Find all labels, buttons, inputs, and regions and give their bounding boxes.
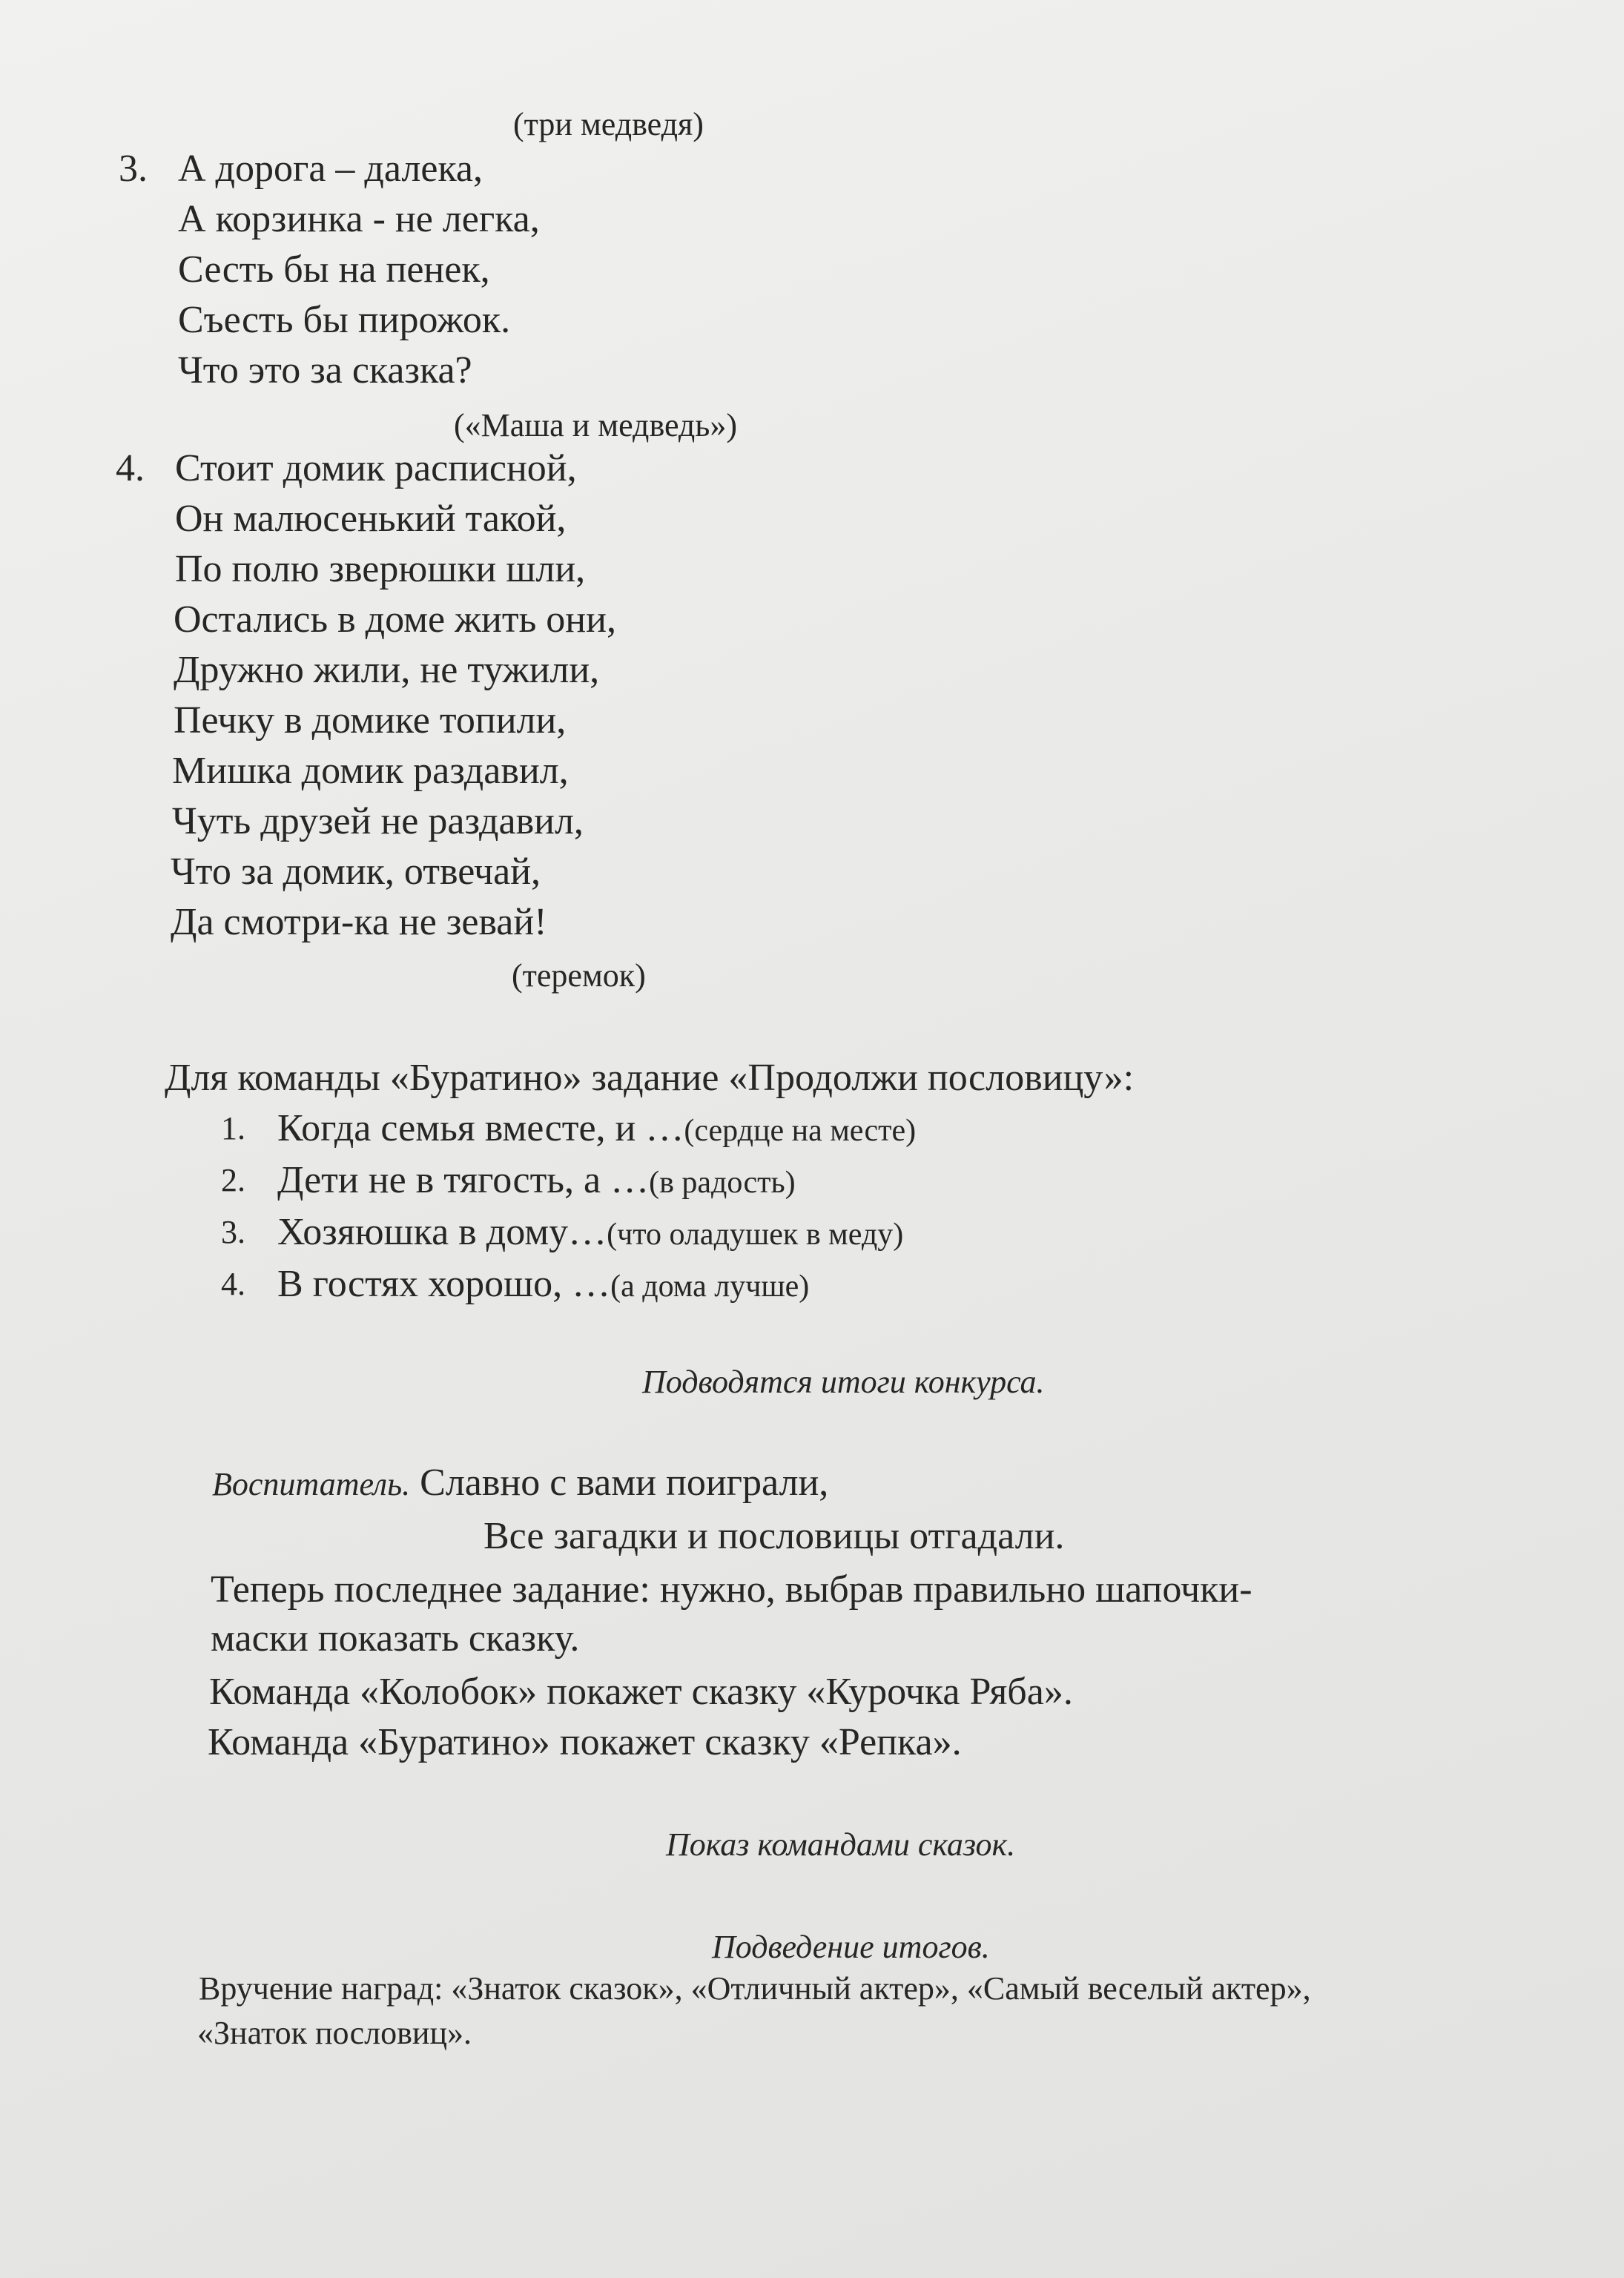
riddle-4-line: Чуть друзей не раздавил,	[172, 800, 584, 842]
teacher-line-3: Теперь последнее задание: нужно, выбрав правильно шапочки-	[211, 1568, 1252, 1611]
proverb-number: 3.	[221, 1214, 245, 1250]
proverb-item: Когда семья вместе, и …(сердце на месте)	[277, 1107, 917, 1149]
riddle-3-line: А дорога – далека,	[178, 148, 483, 190]
riddle-4-line: Остались в доме жить они,	[174, 598, 616, 641]
proverb-number: 1.	[221, 1110, 245, 1146]
awards-line-2: «Знаток пословиц».	[197, 2015, 472, 2051]
proverb-item: Хозяюшка в дому…(что оладушек в меду)	[277, 1211, 904, 1253]
riddle-4-number: 4.	[116, 447, 145, 489]
teacher-line-6: Команда «Буратино» покажет сказку «Репка».	[208, 1721, 962, 1763]
proverb-number: 2.	[221, 1162, 245, 1198]
riddle-4-line: Да смотри-ка не зевай!	[171, 901, 547, 943]
proverb-item: В гостях хорошо, …(а дома лучше)	[277, 1263, 810, 1305]
teacher-line-2: Все загадки и пословицы отгадали.	[483, 1515, 1065, 1557]
proverb-number: 4.	[221, 1266, 245, 1302]
show-tales-note: Показ командами сказок.	[666, 1826, 1016, 1863]
riddle-3-number: 3.	[119, 148, 148, 190]
riddle-3-line: Сесть бы на пенек,	[178, 248, 490, 291]
riddle-4-line: Мишка домик раздавил,	[172, 750, 569, 792]
riddle-4-line: Дружно жили, не тужили,	[174, 649, 600, 691]
riddle-4-line: Стоит домик расписной,	[175, 447, 577, 489]
riddle-4-answer: (теремок)	[512, 957, 646, 994]
riddle-2-answer: (три медведя)	[513, 106, 704, 142]
riddle-4-line: По полю зверюшки шли,	[175, 548, 586, 590]
riddle-4-line: Он малюсенький такой,	[175, 498, 567, 540]
proverbs-heading: Для команды «Буратино» задание «Продолжи пословицу»:	[165, 1057, 1135, 1099]
awards-line-1: Вручение наград: «Знаток сказок», «Отличный актер», «Самый веселый актер»,	[199, 1970, 1311, 2007]
riddle-3-line: Что это за сказка?	[178, 349, 472, 392]
contest-results-note: Подводятся итоги конкурса.	[642, 1364, 1045, 1400]
teacher-role: Воспитатель.	[212, 1466, 411, 1502]
teacher-line-4: маски показать сказку.	[211, 1617, 580, 1660]
teacher-line-5: Команда «Колобок» покажет сказку «Курочка Ряба».	[209, 1671, 1073, 1713]
riddle-3-answer: («Маша и медведь»)	[454, 407, 738, 443]
teacher-line-1: Воспитатель. Славно с вами поиграли,	[212, 1462, 829, 1504]
riddle-3-line: Съесть бы пирожок.	[178, 299, 511, 341]
riddle-3-line: А корзинка - не легка,	[178, 198, 540, 240]
proverb-item: Дети не в тягость, а …(в радость)	[277, 1159, 796, 1201]
riddle-4-line: Печку в домике топили,	[174, 699, 567, 742]
riddle-4-line: Что за домик, отвечай,	[171, 851, 541, 893]
summary-heading: Подведение итогов.	[712, 1929, 990, 1965]
